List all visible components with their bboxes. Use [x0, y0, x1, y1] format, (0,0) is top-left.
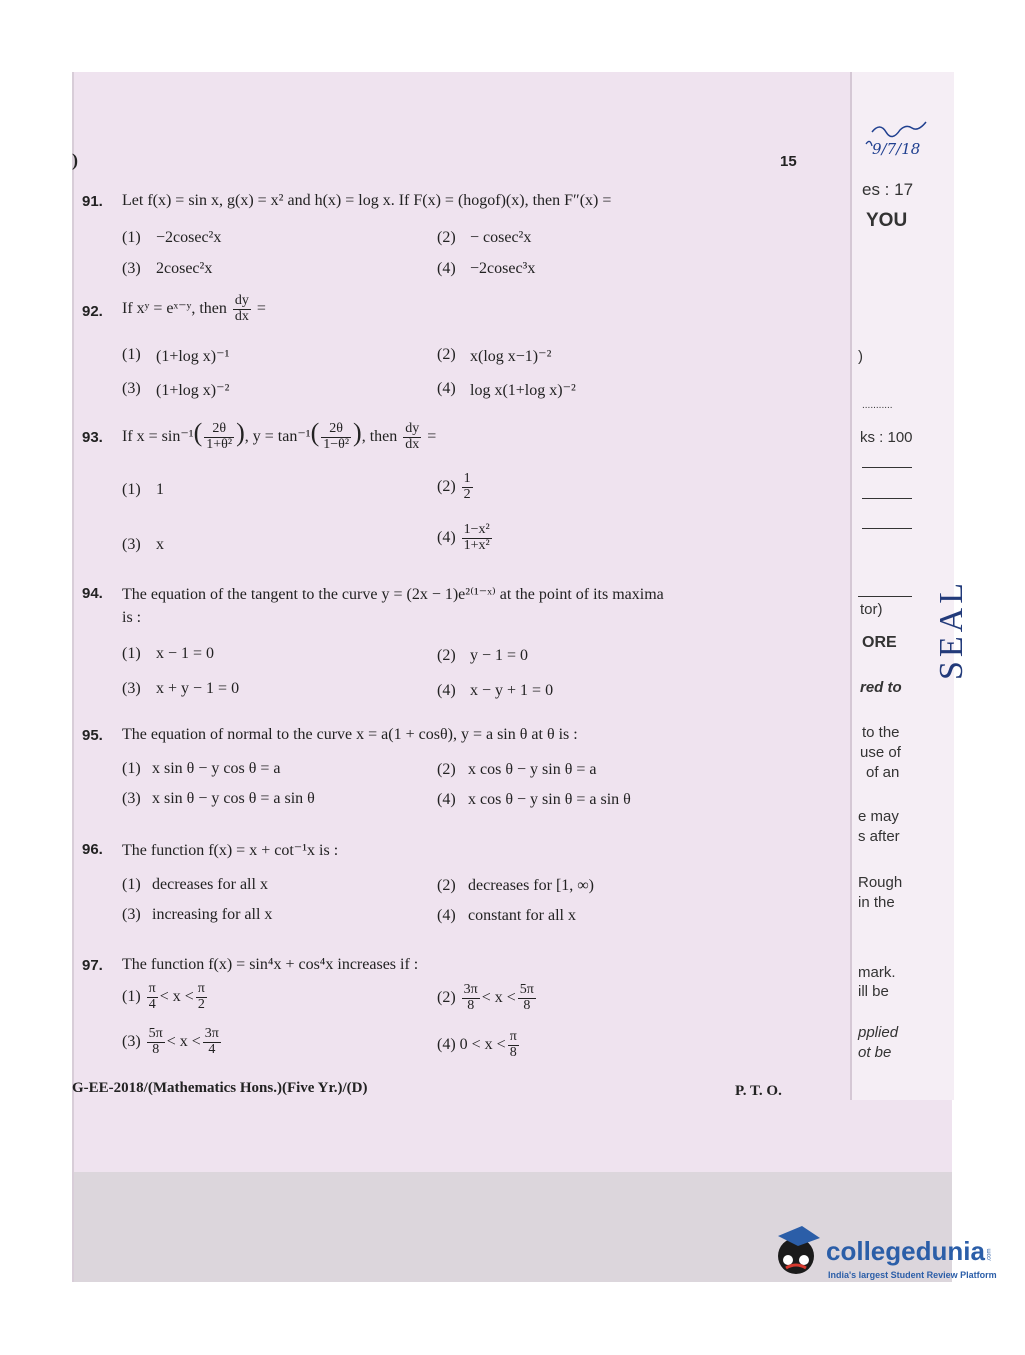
side-fragment: mark.	[858, 964, 896, 981]
fraction	[321, 422, 351, 452]
stem-text: =	[427, 428, 437, 445]
question-stem: The equation of normal to the curve x = a(1 + cosθ), y = a sin θ at θ is :	[122, 726, 578, 743]
frac-denominator: 2	[197, 996, 205, 1012]
option-label: (1)	[122, 760, 141, 777]
option-label: (3)	[122, 1032, 141, 1050]
frac-numerator: 5π	[519, 982, 534, 997]
logo-name: collegedunia	[826, 1236, 985, 1266]
frac-denominator: 1−θ²	[323, 436, 350, 452]
margin-mark: )	[72, 150, 78, 170]
side-fragment: use of	[860, 744, 901, 761]
frac-numerator: 2θ	[204, 422, 234, 438]
side-fragment: s after	[858, 828, 900, 845]
frac-denominator: 4	[148, 996, 156, 1012]
handwritten-date: 9/7/18	[872, 140, 921, 158]
question-number: 91.	[82, 193, 103, 210]
stem-text: If x = sin⁻¹	[122, 428, 194, 445]
frac-numerator: dy	[405, 421, 420, 437]
frac-denominator: 1+x²	[463, 537, 490, 553]
stem-text: =	[256, 299, 266, 317]
frac-denominator: 8	[467, 997, 475, 1013]
side-fragment: ill be	[858, 983, 889, 1000]
logo-suffix: .com	[986, 1248, 993, 1262]
option-label: (1)	[122, 645, 141, 662]
option-text: decreases for all x	[152, 876, 268, 893]
frac-numerator: 2θ	[321, 422, 351, 438]
form-line	[862, 467, 912, 468]
side-fragment: ORE	[862, 634, 897, 651]
option-text: x cos θ − y sin θ = a sin θ	[468, 791, 631, 808]
option-text: x + y − 1 = 0	[156, 680, 240, 697]
question-number: 93.	[82, 429, 103, 446]
side-fragment: )	[858, 348, 863, 365]
option-label: (3)	[122, 680, 141, 697]
fraction	[147, 1027, 165, 1057]
option-label: (2)	[437, 761, 456, 778]
option-label: (4)	[437, 528, 456, 546]
side-fragment: ks : 100	[860, 429, 913, 446]
option-label: (4)	[437, 907, 456, 924]
option-item	[437, 1030, 521, 1060]
fraction	[203, 1027, 221, 1057]
derivative-fraction	[403, 422, 421, 452]
option-text: 1	[156, 481, 164, 498]
fraction	[196, 982, 207, 1012]
question-stem	[122, 294, 266, 324]
option-label: (4)	[437, 260, 456, 277]
seal-stamp-text: SEAL	[933, 579, 970, 680]
option-label: (1)	[122, 346, 141, 363]
question-stem: The function f(x) = sin⁴x + cos⁴x increases if :	[122, 956, 419, 973]
frac-numerator: 1−x²	[463, 522, 490, 537]
option-text: 2cosec²x	[156, 260, 213, 277]
question-stem: Let f(x) = sin x, g(x) = x² and h(x) = log x. If F(x) = (hogof)(x), then F″(x) =	[122, 192, 612, 209]
option-label: (3)	[122, 906, 141, 923]
frac-denominator: 8	[152, 1041, 160, 1057]
option-text: −2cosec²x	[156, 229, 222, 246]
form-line	[862, 498, 912, 499]
question-stem: The function f(x) = x + cot⁻¹x is :	[122, 842, 339, 859]
option-text: x sin θ − y cos θ = a sin θ	[152, 790, 315, 807]
question-stem: The equation of the tangent to the curve y = (2x − 1)e²⁽¹⁻ˣ⁾ at the point of its maxima	[122, 586, 664, 603]
side-fragment: e may	[858, 808, 899, 825]
frac-denominator: 8	[523, 997, 531, 1013]
frac-numerator: π	[197, 981, 205, 996]
option-label: (1)	[122, 987, 141, 1005]
form-line	[862, 528, 912, 529]
stem-text: , y = tan⁻¹	[244, 428, 311, 445]
question-number: 94.	[82, 585, 103, 602]
option-text: constant for all x	[468, 907, 576, 924]
option-label: (4)	[437, 380, 456, 397]
inequality-text: < x <	[481, 988, 516, 1006]
frac-denominator: 2	[463, 486, 471, 502]
side-fragment: tor)	[860, 601, 883, 618]
option-label: (2)	[437, 346, 456, 363]
frac-numerator: 3π	[204, 1026, 219, 1041]
option-item	[122, 1027, 223, 1057]
option-item	[437, 983, 538, 1013]
inequality-text: 0 < x <	[459, 1035, 506, 1053]
option-text: log x(1+log x)⁻²	[470, 382, 576, 399]
option-text: (1+log x)⁻¹	[156, 348, 230, 365]
frac-denominator: 8	[509, 1044, 517, 1060]
question-number: 92.	[82, 303, 103, 320]
option-text: x cos θ − y sin θ = a	[468, 761, 597, 778]
option-label: (2)	[437, 229, 456, 246]
side-fragment: red to	[860, 679, 902, 696]
option-label: (2)	[437, 647, 456, 664]
option-label: (3)	[122, 536, 141, 553]
frac-numerator: dy	[234, 293, 249, 308]
fraction	[204, 422, 234, 452]
fraction	[518, 983, 536, 1013]
option-label: (1)	[122, 876, 141, 893]
side-fragment: Rough	[858, 874, 903, 891]
option-label: (3)	[122, 260, 141, 277]
frac-numerator: π	[509, 1029, 517, 1044]
side-fragment: pplied	[858, 1024, 899, 1041]
frac-numerator: 3π	[463, 982, 478, 997]
logo-tagline: India's largest Student Review Platform	[828, 1270, 997, 1280]
pto-label: P. T. O.	[735, 1083, 782, 1099]
option-label: (2)	[437, 988, 456, 1006]
page-edge	[72, 72, 74, 1282]
option-item	[122, 982, 209, 1012]
option-text: x(log x−1)⁻²	[470, 348, 552, 365]
question-stem-continued: is :	[122, 609, 142, 626]
option-text: increasing for all x	[152, 906, 273, 923]
option-text: x sin θ − y cos θ = a	[152, 760, 281, 777]
side-fragment: in the	[858, 894, 895, 911]
form-line	[858, 596, 912, 597]
option-text: (1+log x)⁻²	[156, 382, 230, 399]
side-fragment: ...........	[862, 400, 893, 411]
option-text: x − y + 1 = 0	[470, 682, 554, 699]
fraction	[462, 472, 473, 502]
page-number: 15	[780, 153, 797, 170]
frac-denominator: dx	[234, 308, 249, 324]
option-label: (3)	[122, 380, 141, 397]
stem-text: , then	[361, 428, 398, 445]
fraction	[462, 523, 492, 553]
frac-denominator: dx	[405, 436, 420, 452]
option-label: (2)	[437, 877, 456, 894]
option-item	[437, 472, 475, 502]
derivative-fraction	[233, 294, 251, 324]
collegedunia-logo-icon	[768, 1222, 826, 1280]
option-text: y − 1 = 0	[470, 647, 529, 664]
frac-numerator: 1	[463, 471, 471, 486]
option-label: (4)	[437, 1035, 456, 1053]
option-text: −2cosec³x	[470, 260, 536, 277]
side-fragment: ot be	[858, 1044, 892, 1061]
option-label: (4)	[437, 682, 456, 699]
option-text: − cosec²x	[470, 229, 532, 246]
option-label: (2)	[437, 477, 456, 495]
frac-numerator: 5π	[148, 1026, 163, 1041]
inequality-text: < x <	[166, 1032, 201, 1050]
inequality-text: < x <	[159, 987, 194, 1005]
fraction	[147, 982, 158, 1012]
option-item	[437, 523, 494, 553]
option-text: x	[156, 536, 164, 553]
side-fragment: of an	[866, 764, 900, 781]
question-number: 95.	[82, 727, 103, 744]
fraction	[462, 983, 480, 1013]
side-fragment: to the	[862, 724, 900, 741]
stem-text: If xʸ = eˣ⁻ʸ, then	[122, 299, 227, 317]
paper-code: G-EE-2018/(Mathematics Hons.)(Five Yr.)/(D)	[72, 1080, 368, 1096]
question-stem: If x = sin⁻¹( $\frac{2\theta}{\text{1+θ²}}$ ), y = tan⁻¹( $\frac{2\theta}{\text{1−θ²}}$ ), then $\frac{dy}{dx}$ =	[122, 418, 437, 452]
scanned-page	[72, 72, 952, 1282]
question-number: 97.	[82, 957, 103, 974]
frac-numerator: π	[148, 981, 156, 996]
frac-denominator: 1+θ²	[206, 436, 233, 452]
option-text: decreases for [1, ∞)	[468, 877, 595, 894]
option-label: (3)	[122, 790, 141, 807]
side-fragment: YOU	[866, 210, 908, 231]
option-label: (1)	[122, 229, 141, 246]
frac-denominator: 4	[208, 1041, 216, 1057]
option-label: (1)	[122, 481, 141, 498]
option-label: (4)	[437, 791, 456, 808]
question-number: 96.	[82, 841, 103, 858]
fraction	[508, 1030, 519, 1060]
side-fragment: es : 17	[862, 180, 914, 199]
option-text: x − 1 = 0	[156, 645, 215, 662]
